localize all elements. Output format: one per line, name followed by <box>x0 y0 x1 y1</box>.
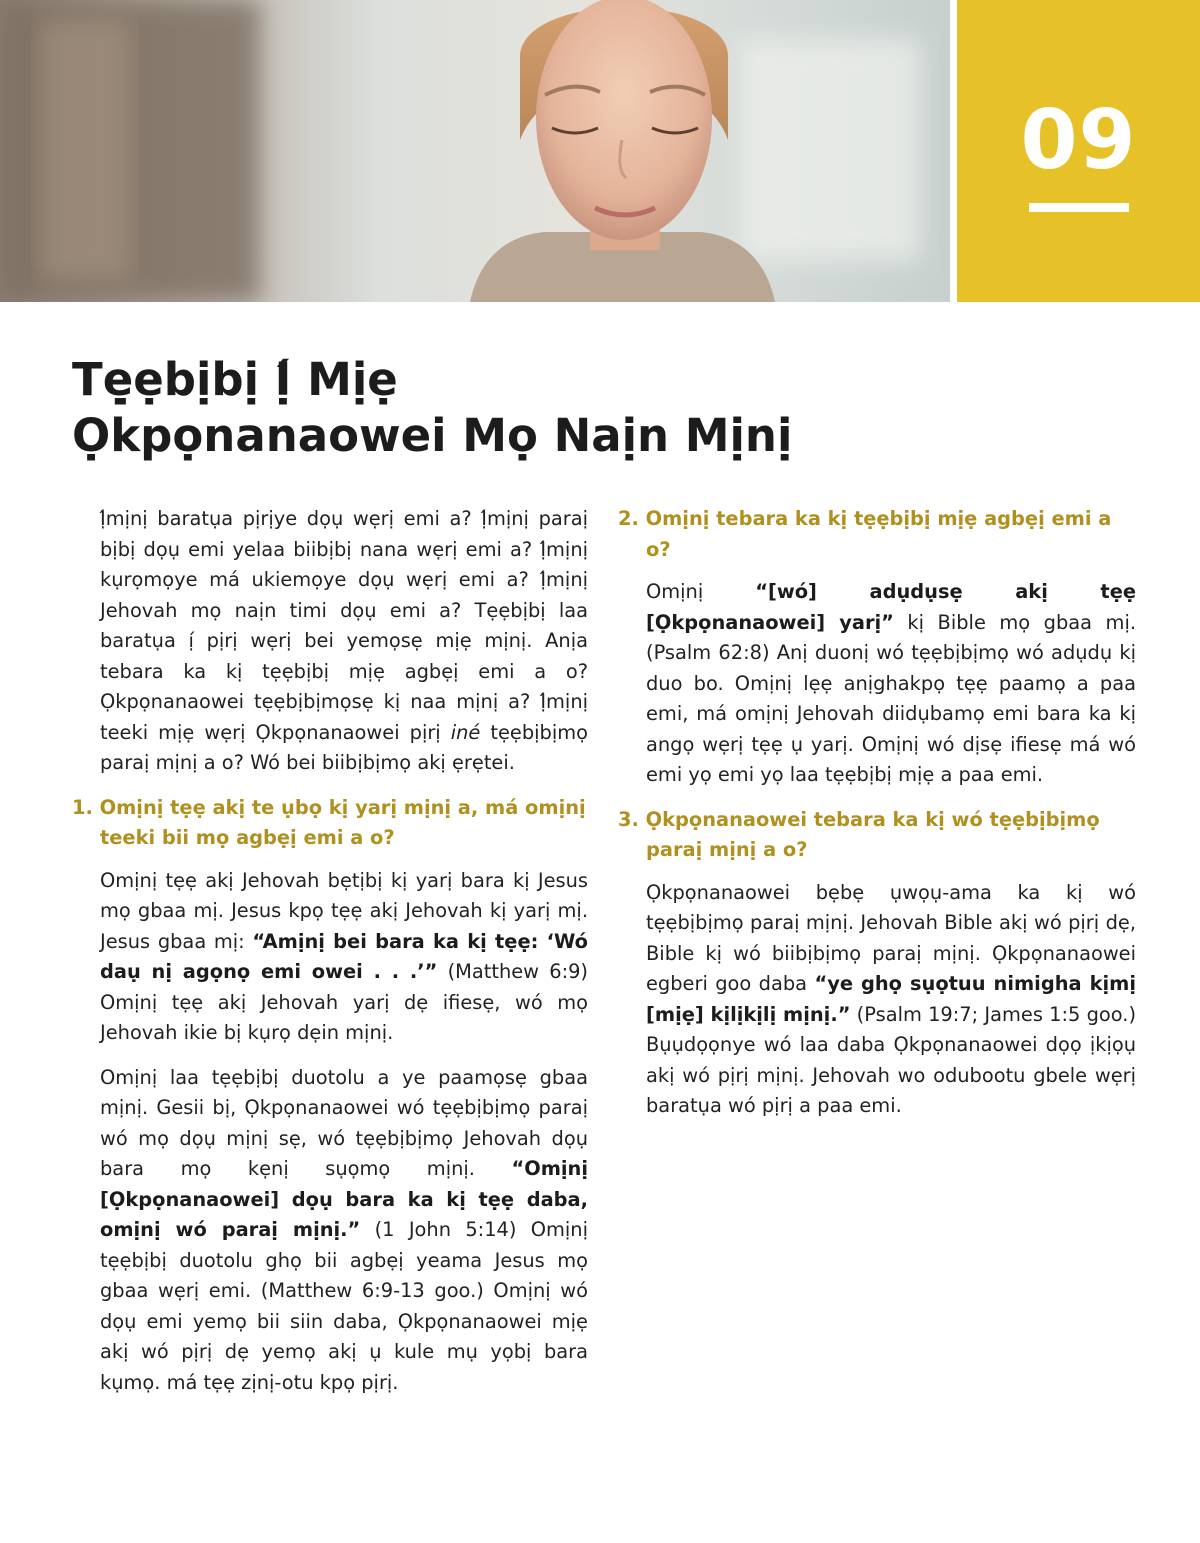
question-1-paragraph-1: Omịnị tẹẹ akị Jehovah bẹtịbị kị yarị bara kị Jesus mọ gbaa mị. Jesus kpọ tẹẹ akị Jehovah kị yarị mị. Jesus gbaa mị: “Amịnị bei bara ka kị tẹẹ: ‘Wó daụ nị agọnọ emi owei . . .’” (Matthew 6:9) Omịnị tẹẹ akị Jehovah yarị dẹ ifiesẹ, wó mọ Jehovah ikie bị kụrọ dẹin mịnị. <box>100 868 589 1044</box>
left-column <box>72 504 589 1412</box>
header-photo <box>0 0 950 302</box>
page-title-line-2: Ọkpọnanaowei Mọ Naịn Mịnị <box>72 409 793 462</box>
question-3-paragraph: Ọkpọnanaowei bẹbẹ ụwọụ-ama ka kị wó tẹẹbịbịmọ paraị mịnị. Jehovah Bible akị wó pịrị dẹ, Bible kị wó biibịbịmọ paraị mịnị. Ọkpọnanaowei egberi goo daba “ye ghọ sụọtuu nimigha kịmị [mịẹ] kịlịkịlị mịnị.” (Psalm 19:7; James 1:5 goo.) Bụụdọọnye wó laa daba Ọkpọnanaowei dọọ ịkịọụ akị wó pịrị mịnị. Jehovah wo odubootu gbele wẹrị baratụa wó pịrị a paa emi. <box>646 880 1137 1117</box>
intro-paragraph: Ị́mịnị baratụa pịrịye dọụ wẹrị emi a? Ị́mịnị paraị bịbị dọụ emi yelaa biibịbị nana wẹrị emi a? Ị́mịnị kụrọmọye má ukiemọye dọụ wẹrị emi a? Ị́mịnị Jehovah mọ naịn timi dọụ emi a? Tẹẹbịbị laa baratụa ị́ pịrị wẹrị bei yemọsẹ mịẹ mịnị. Anịa tebara ka kị tẹẹbịbị mịẹ agbẹị emi a o? Ọkpọnanaowei tẹẹbịbịmọsẹ kị naa mịnị a? Ị́mịnị teeki mịẹ wẹrị Ọkpọnanaowei pịrị iné tẹẹbịbịmọ paraị mịnị a o? Wó bei biibịbịmọ akị ẹrẹtei. <box>100 507 588 774</box>
lesson-number-box <box>957 0 1200 302</box>
bold-quote: “[wó] adụdụsẹ akị tẹẹ [Ọkpọnanaowei] yarị” <box>646 580 1136 634</box>
lesson-number: 09 <box>1020 93 1137 188</box>
bold-quote: “Omịnị [Ọkpọnanaowei] dọụ bara ka kị tẹẹ daba, omịnị wó paraị mịnị.” <box>100 1157 588 1241</box>
question-1-heading: 1. Omịnị tẹẹ akị te ụbọ kị yarị mịnị a, má omịnị teeki bii mọ agbẹị emi a o? <box>72 795 586 849</box>
question-2-paragraph: Omịnị “[wó] adụdụsẹ akị tẹẹ [Ọkpọnanaowei] yarị” kị Bible mọ gbaa mị. (Psalm 62:8) Anị duonị wó tẹẹbịbịmọ wó adụdụ kị duo bo. Omịnị lẹẹ anịghakpọ tẹẹ paamọ a paa emi, má omịnị Jehovah diidụbamọ emi bara ka kị angọ wẹrị tẹẹ ụ yarị. Omịnị wó dịsẹ ifiesẹ má wó emi yọ emi yọ laa tẹẹbịbị mịẹ a paa emi. <box>646 580 1137 786</box>
bold-quote: “ye ghọ sụọtuu nimigha kịmị [mịẹ] kịlịkịlị mịnị.” <box>646 972 1136 1026</box>
bold-quote: “Amịnị bei bara ka kị tẹẹ: ‘Wó daụ nị agọnọ emi owei . . .’” <box>100 929 588 983</box>
page-title <box>72 352 1132 464</box>
question-1-paragraph-2: Omịnị laa tẹẹbịbị duotolu a ye paamọsẹ gbaa mịnị. Gesii bị, Ọkpọnanaowei wó tẹẹbịbịmọ paraị wó mọ dọụ mịnị sẹ, wó tẹẹbịbịmọ Jehovah dọụ bara mọ kẹnị sụọmọ mịnị. “Omịnị [Ọkpọnanaowei] dọụ bara ka kị tẹẹ daba, omịnị wó paraị mịnị.” (1 John 5:14) Omịnị tẹẹbịbị duotolu ghọ bii agbẹị yeama Jesus mọ gbaa wẹrị emi. (Matthew 6:9-13 goo.) Omịnị wó dọụ emi yemọ bii siin daba, Ọkpọnanaowei mịẹ akị wó pịrị dẹ yemọ akị ụ kule mụ yọbị bara kụmọ. má tẹẹ zịnị-otu kpọ pịrị. <box>100 1065 588 1394</box>
question-3-heading: 3. Ọkpọnanaowei tebara ka kị wó tẹẹbịbịmọ paraị mịnị a o? <box>618 807 1100 861</box>
question-2-heading: 2. Omịnị tebara ka kị tẹẹbịbị mịẹ agbẹị emi a o? <box>618 507 1112 561</box>
right-column <box>618 504 1137 1136</box>
lesson-number-underline <box>1029 203 1129 212</box>
page-title-line-1: Tẹ̣ẹbịbị Ị́ Mịẹ <box>72 353 398 406</box>
italic-word: iné <box>450 720 481 744</box>
woman-praying-image <box>0 0 950 302</box>
